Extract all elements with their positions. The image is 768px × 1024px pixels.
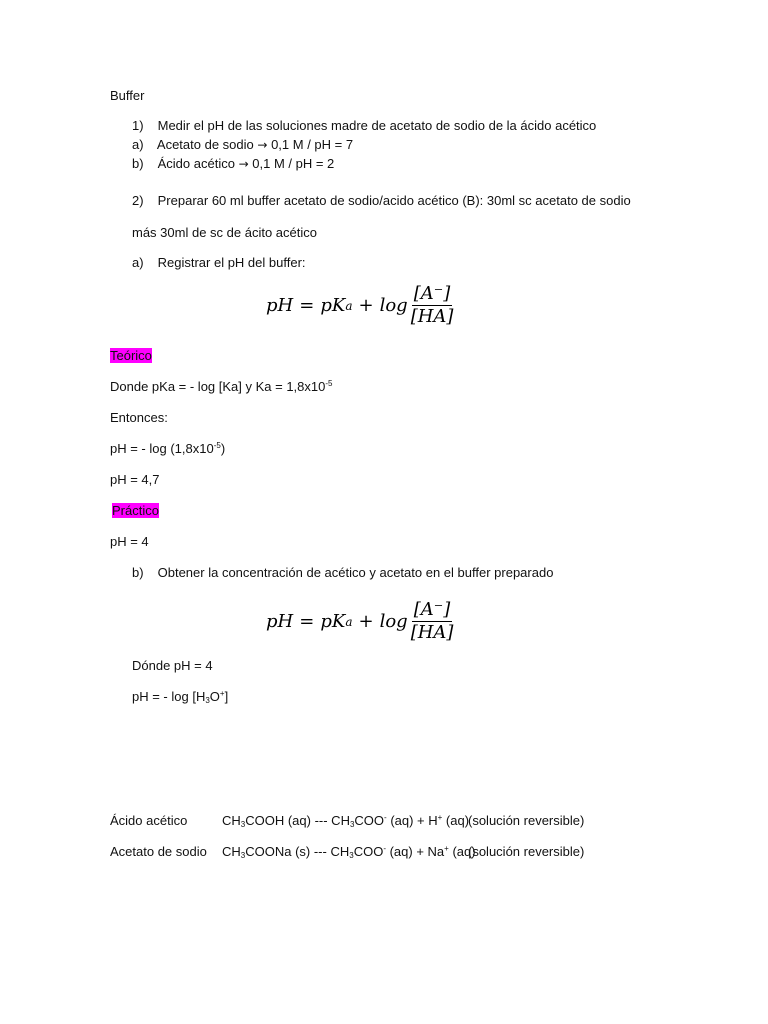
step-1-number: 1) — [132, 118, 144, 133]
h3o-subscript: 3 — [205, 696, 210, 705]
reaction-acetate-equation: $CH_3COONa$ (s) --- $CH_3COO^-$ (aq) + Na+ (aq) — [222, 844, 476, 860]
formula-equals: = — [299, 611, 315, 632]
item-value: 0,1 M / pH = 2 — [252, 156, 335, 171]
formula-equals: = — [299, 295, 315, 316]
item-letter: a) — [132, 137, 144, 152]
teorico-heading — [110, 348, 152, 364]
entonces-line: Entonces: — [110, 410, 168, 425]
item-name: Ácido acético — [157, 156, 235, 171]
step-2 — [132, 193, 631, 209]
step-2-continuation: más 30ml de sc de ácito acético — [132, 225, 317, 240]
arrow-icon: → — [238, 157, 249, 171]
ph-calc-close: ) — [220, 441, 226, 456]
item-text: Obtener la concentración de acético y acetato en el buffer preparado — [157, 565, 554, 580]
step-2-number: 2) — [132, 193, 144, 208]
reaction-acetic-name: Ácido acético — [110, 813, 188, 828]
h3o-charge: + — [219, 689, 225, 698]
h3o-oxygen: O — [209, 689, 220, 704]
formula-log: log — [379, 611, 408, 632]
formula-ph: pH — [266, 611, 294, 632]
formula-pk: pK — [320, 295, 346, 316]
arrow-icon: → — [257, 138, 268, 152]
reaction-acetate-name: Acetato de sodio — [110, 844, 207, 859]
step-1-item-a — [132, 137, 353, 153]
teorico-label: Teórico — [110, 348, 152, 363]
practico-heading — [112, 503, 159, 519]
formula-fraction — [411, 284, 454, 327]
h3o-text: pH = - log [H — [132, 689, 206, 704]
henderson-hasselbalch-formula-1: pH = pK a + log $\frac{[A^-]}{[HA]}$ — [266, 283, 454, 327]
item-letter: a) — [132, 255, 144, 270]
pka-definition — [110, 379, 333, 395]
step-1 — [132, 118, 596, 134]
ph-theoretical-result: pH = 4,7 — [110, 472, 160, 487]
ka-exponent: -5 — [325, 379, 333, 388]
donde-ph: Dónde pH = 4 — [132, 658, 213, 673]
reaction-acetic-equation: $CH_3COOH$ (aq) --- $CH_3COO^-$ (aq) + H+ (aq) — [222, 813, 470, 829]
item-text: Registrar el pH del buffer: — [157, 255, 306, 270]
ph-calc-exponent: -5 — [213, 441, 221, 450]
formula-pk: pK — [320, 611, 346, 632]
practico-label: Práctico — [112, 503, 159, 518]
reaction-acetate-note: (solución reversible) — [468, 844, 585, 859]
pka-definition-text: Donde pKa = - log [Ka] y Ka = 1,8x10 — [110, 379, 326, 394]
formula-fraction — [411, 600, 454, 643]
step-2-text: Preparar 60 ml buffer acetato de sodio/acido acético (B): 30ml sc acetato de sodio — [157, 193, 631, 208]
ph-h3o-line — [132, 689, 228, 705]
ph-calc-text: pH = - log (1,8x10 — [110, 441, 214, 456]
henderson-hasselbalch-formula-2: pH = pK a + log $\frac{[A^-]}{[HA]}$ — [266, 599, 454, 643]
formula-denominator: [HA] — [410, 622, 454, 643]
ph-calculation — [110, 441, 225, 457]
formula-ph: pH — [266, 295, 294, 316]
formula-denominator: [HA] — [410, 306, 454, 327]
step-1-text: Medir el pH de las soluciones madre de acetato de sodio de la ácido acético — [157, 118, 597, 133]
reaction-acetic-note: (solución reversible) — [468, 813, 585, 828]
formula-plus: + — [358, 611, 374, 632]
formula-log: log — [379, 295, 408, 316]
step-2-item-b — [132, 565, 553, 581]
ph-practical-result: pH = 4 — [110, 534, 149, 549]
item-value: 0,1 M / pH = 7 — [271, 137, 354, 152]
item-letter: b) — [132, 565, 144, 580]
item-name: Acetato de sodio — [156, 137, 254, 152]
document-title: Buffer — [110, 88, 145, 103]
step-2-item-a — [132, 255, 306, 271]
h3o-close: ] — [224, 689, 229, 704]
item-letter: b) — [132, 156, 144, 171]
step-1-item-b — [132, 156, 334, 172]
formula-plus: + — [358, 295, 374, 316]
formula-numerator: [A⁻] — [413, 283, 451, 304]
formula-numerator: [A⁻] — [413, 599, 451, 620]
